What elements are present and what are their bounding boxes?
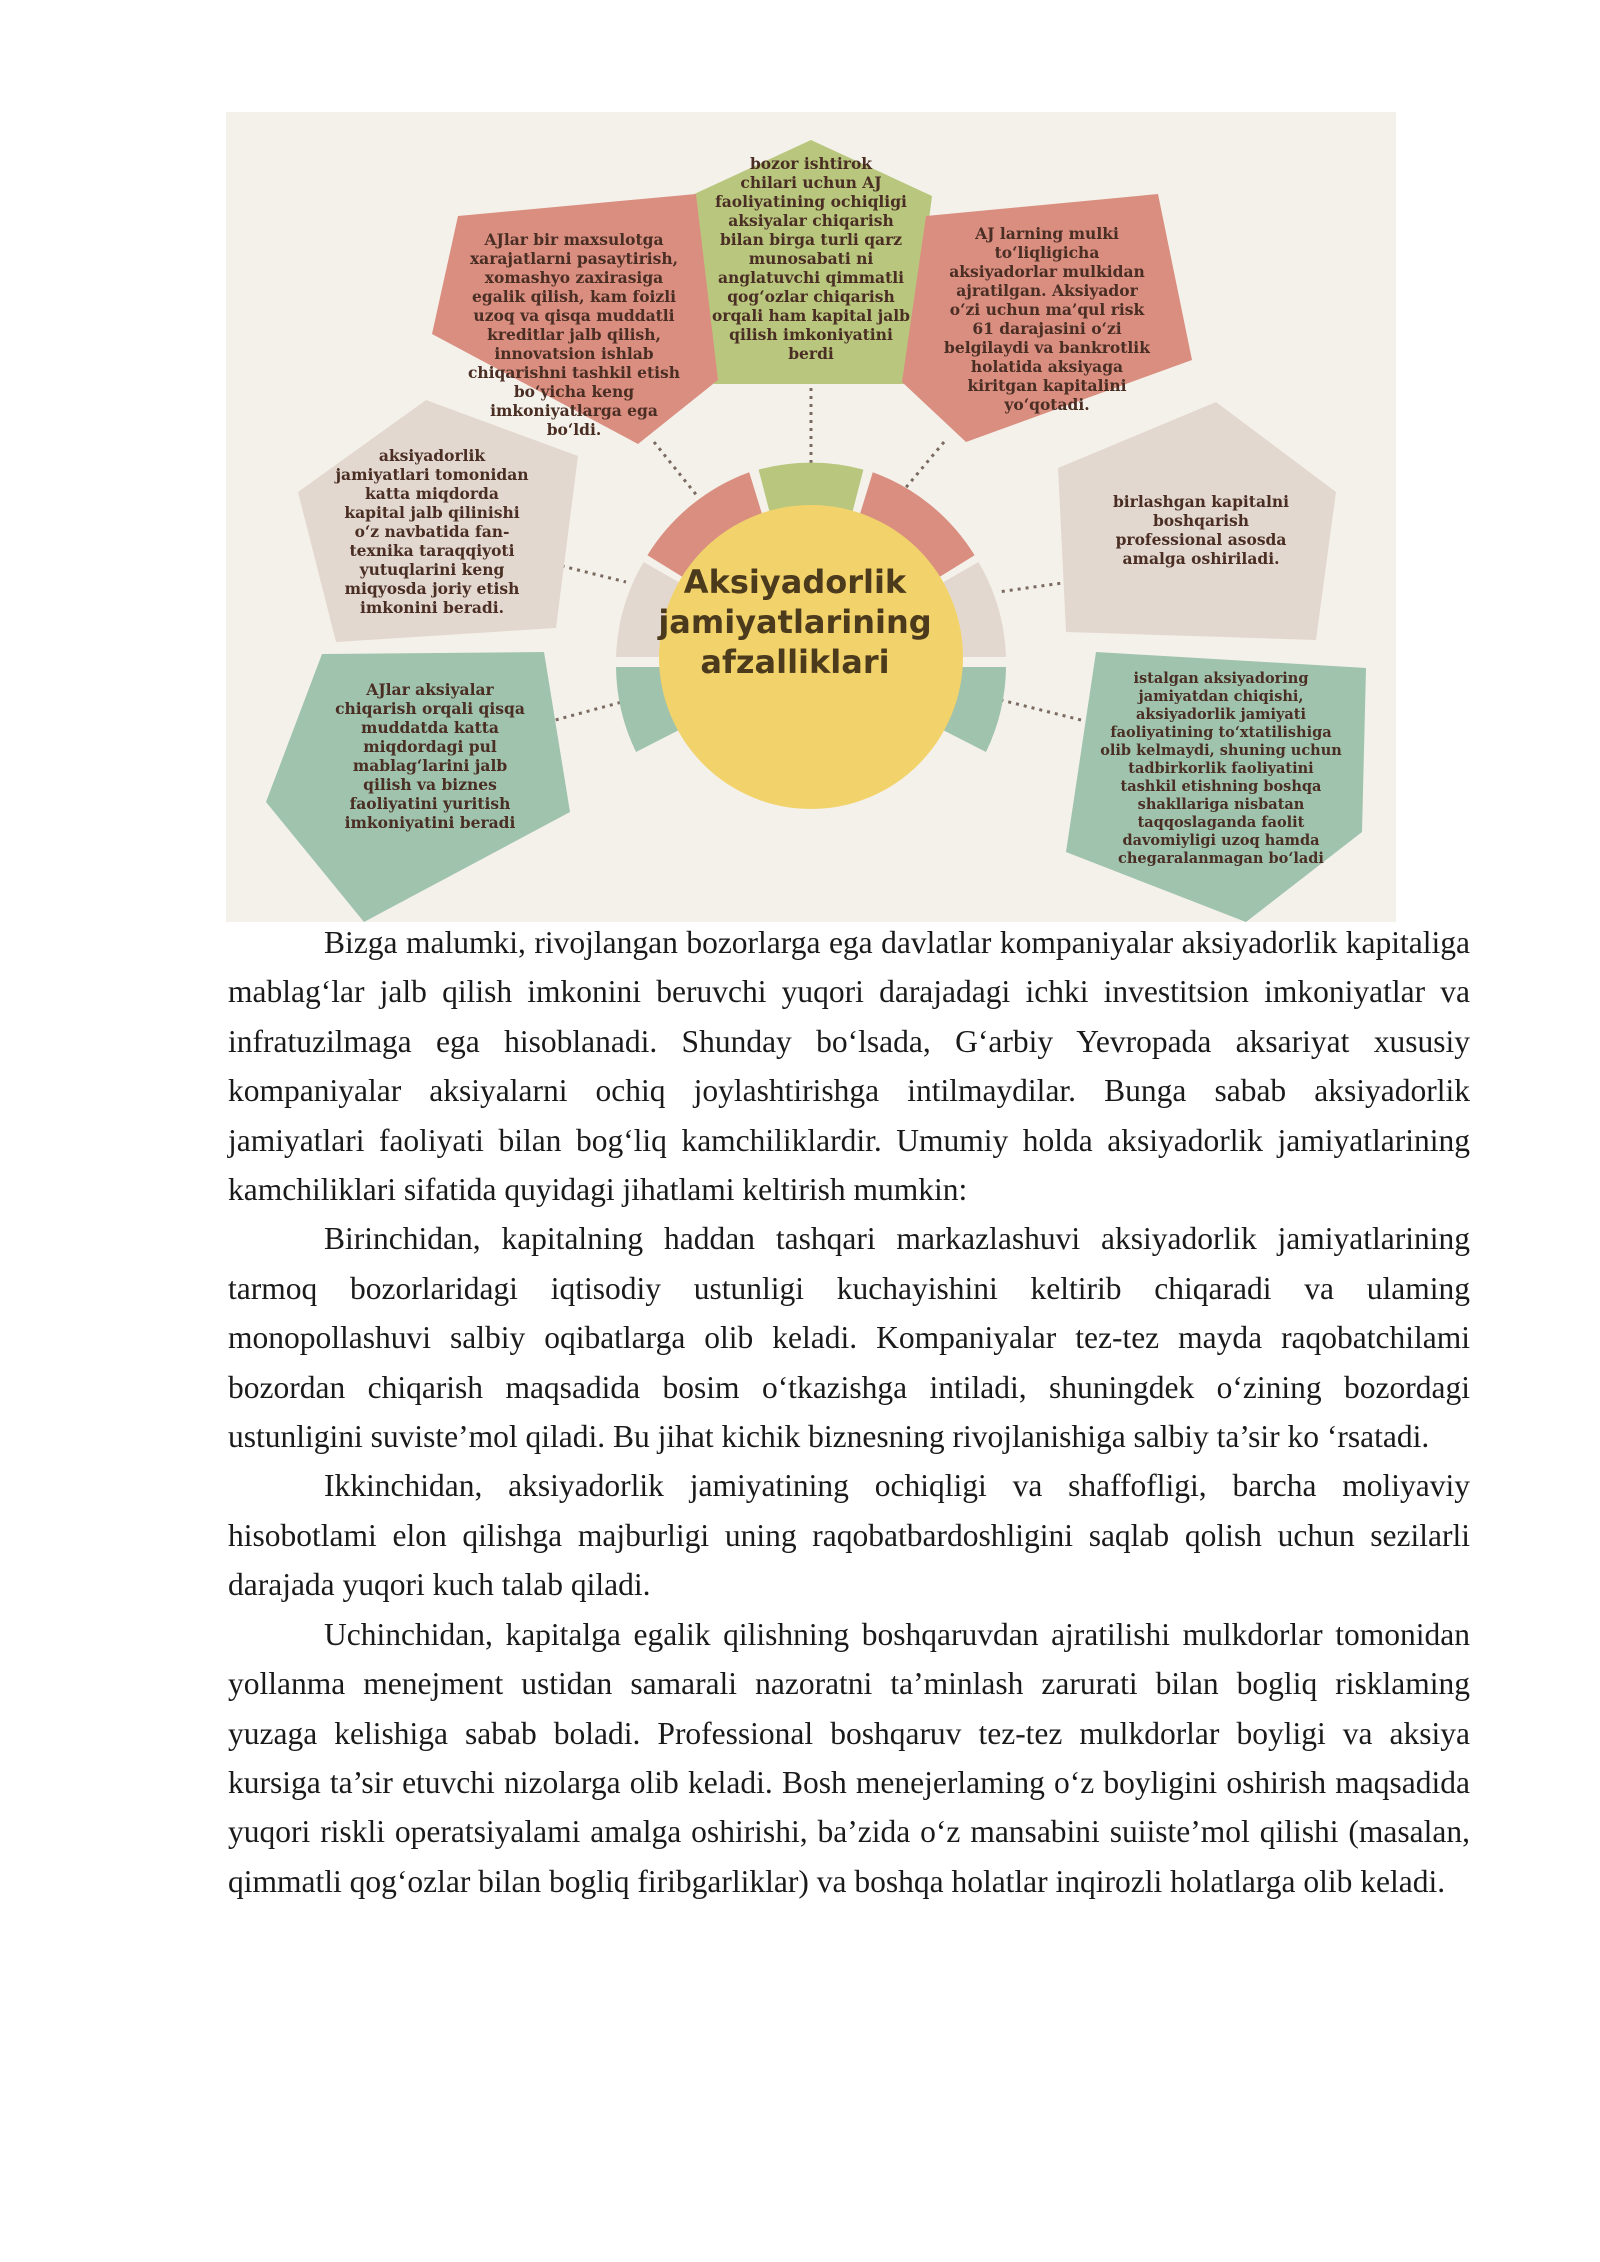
connector-upper-left <box>654 442 698 497</box>
body-text <box>228 918 1470 1906</box>
node-text-upper-right: AJ larning mulki to‘liqligicha aksiyadorlar mulkidan ajratilgan. Aksiyador o‘zi uchun ma’qul risk 61 darajasini o‘zi belgilaydi va bankrotlik holatida aksiyaga kiritgan kapitalini yo‘qotadi. <box>944 224 1150 414</box>
paragraph-first: Birinchidan, kapitalning haddan tashqari markazlashuvi aksiyadorlik jamiyatlarining tarmoq bozorlaridagi iqtisodiy ustunligi kuchayishini keltirib chiqaradi va ulaming monopollashuvi salbiy oqibatlarga olib keladi. Kompaniyalar tez-tez mayda raqobatchilami bozordan chiqarish maqsadida bosim o‘tkazishga intiladi, shuningdek o‘zining bozordagi ustunligini suviste’mol qiladi. Bu jihat kichik biznesning rivojlanishiga salbiy ta’sir ko ‘rsatadi. <box>228 1221 1470 1455</box>
paragraph-third: Uchinchidan, kapitalga egalik qilishning boshqaruvdan ajratilishi mulkdorlar tomonidan yollanma menejment ustidan samarali nazoratni ta’minlash zarurati bilan bogliq risklaming yuzaga kelishiga sabab boladi. Professional boshqaruv tez-tez mulkdorlar boyligi va aksiya kursiga ta’sir etuvchi nizolarga olib keladi. Bosh menejerlaming o‘z boyligini oshirish maqsadida yuqori riskli operatsiyalami amalga oshirishi, ba’zida o‘z mansabini suiiste’mol qilishi (masalan, qimmatli qog‘ozlar bilan bogliq firibgarliklar) va boshqa holatlar inqirozli holatlarga olib keladi. <box>228 1616 1470 1899</box>
infographic-figure <box>226 112 1396 922</box>
node-text-upper-left: AJlar bir maxsulotga xarajatlarni pasaytirish, xomashyo zaxirasiga egalik qilish, kam foizli uzoq va qisqa muddatli kreditlar jalb qilish, innovatsion ishlab chiqarishni tashkil etish bo‘yicha keng imkoniyatlarga ega bo‘ldi. <box>467 230 681 439</box>
node-text-mid-right: birlashgan kapitalni boshqarish professional asosda amalga oshiriladi. <box>1112 492 1290 568</box>
paragraph-second: Ikkinchidan, aksiyadorlik jamiyatining ochiqligi va shaffofligi, barcha moliyaviy hisobotlami elon qilishga majburligi uning raqobatbardoshligini saqlab qolish uchun sezilarli darajada yuqori kuch talab qiladi. <box>228 1468 1470 1603</box>
node-text-lower-right: istalgan aksiyadoring jamiyatdan chiqishi, aksiyadorlik jamiyati faoliyatining to‘xtatilishiga olib kelmaydi, shuning uchun tadbirkorlik faoliyatini tashkil etishning boshqa shakllariga nisbatan taqqoslaganda faolit davomiyligi uzoq hamda chegaralanmagan bo‘ladi <box>1100 670 1342 867</box>
connector-lower-right <box>1001 700 1081 720</box>
paragraph-intro: Bizga malumki, rivojlangan bozorlarga ega davlatlar kompaniyalar aksiyadorlik kapitaliga mablag‘lar jalb qilish imkonini beruvchi yuqori darajadagi ichki investitsion imkoniyatlar va infratuzilmaga ega hisoblanadi. Shunday bo‘lsada, G‘arbiy Yevropada aksariyat xususiy kompaniyalar aksiyalarni ochiq joylashtirishga intilmaydilar. Bunga sabab aksiyadorlik jamiyatlari faoliyati bilan bog‘liq kamchiliklardir. Umumiy holda aksiyadorlik jamiyatlarining kamchiliklari sifatida quyidagi jihatlami keltirish mumkin: <box>228 925 1470 1208</box>
node-text-top: bozor ishtirok chilari uchun AJ faoliyatining ochiqligi aksiyalar chiqarish bilan birga turli qarz munosabati ni anglatuvchi qimmatli qog‘ozlar chiqarish orqali ham kapital jalb qilish imkoniyatini berdi <box>711 154 911 363</box>
diagram-center-title: Aksiyadorlik jamiyatlarining afzalliklari <box>658 563 932 681</box>
connector-lower-left <box>548 702 622 722</box>
node-text-mid-left: aksiyadorlik jamiyatlari tomonidan katta miqdorda kapital jalb qilinishi o‘z navbatida fan- texnika taraqqiyoti yutuqlarini keng miqyosda joriy etish imkonini beradi. <box>335 446 529 617</box>
node-text-lower-left: AJlar aksiyalar chiqarish orqali qisqa muddatda katta miqdordagi pul mablag‘larini jalb qilish va biznes faoliyatini yuritish imkoniyatini beradi <box>335 680 525 832</box>
